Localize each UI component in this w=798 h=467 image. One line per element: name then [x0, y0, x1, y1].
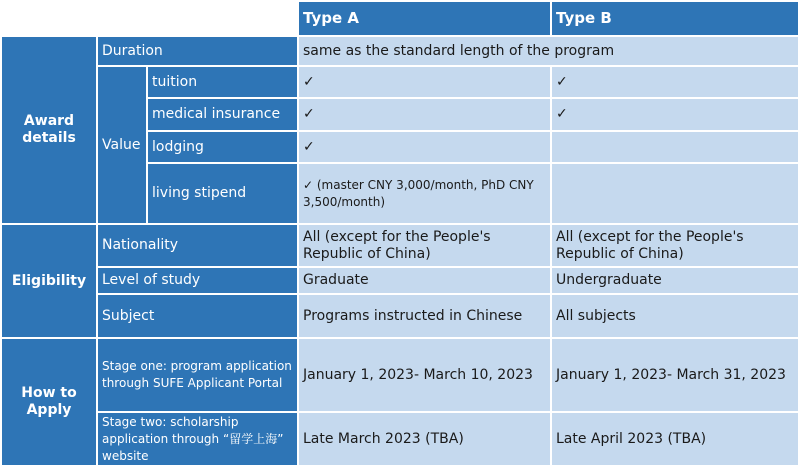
value-item-label: living stipend [147, 163, 298, 224]
lodging-type-a: ✓ [298, 131, 551, 163]
stage-one-type-b: January 1, 2023- March 31, 2023 [551, 338, 798, 412]
stage-two-row [1, 412, 798, 466]
duration-row [1, 36, 798, 66]
nationality-row [1, 224, 798, 267]
nationality-type-a: All (except for the People's Republic of China) [298, 224, 551, 267]
level-of-study-type-a: Graduate [298, 267, 551, 294]
lodging-type-b [551, 131, 798, 163]
subject-type-b: All subjects [551, 294, 798, 338]
value-row-tuition [1, 66, 798, 98]
stage-one-type-a: January 1, 2023- March 10, 2023 [298, 338, 551, 412]
medical-insurance-type-a: ✓ [298, 98, 551, 131]
nationality-type-b: All (except for the People's Republic of China) [551, 224, 798, 267]
stage-two-label: Stage two: scholarship application through “留学上海” website [97, 412, 298, 466]
value-item-label: tuition [147, 66, 298, 98]
stage-one-row [1, 338, 798, 412]
subject-type-a: Programs instructed in Chinese [298, 294, 551, 338]
header-type-a: Type A [298, 1, 551, 36]
value-label: Value [97, 66, 147, 224]
tuition-type-a: ✓ [298, 66, 551, 98]
stage-one-label: Stage one: program application through SUFE Applicant Portal [97, 338, 298, 412]
stage-two-type-a: Late March 2023 (TBA) [298, 412, 551, 466]
header-type-b: Type B [551, 1, 798, 36]
level-of-study-row [1, 267, 798, 294]
level-of-study-label: Level of study [97, 267, 298, 294]
how-to-apply-group-label: How to Apply [1, 338, 97, 466]
living-stipend-type-b [551, 163, 798, 224]
level-of-study-type-b: Undergraduate [551, 267, 798, 294]
nationality-label: Nationality [97, 224, 298, 267]
award-details-group-label: Award details [1, 36, 97, 224]
tuition-type-b: ✓ [551, 66, 798, 98]
subject-label: Subject [97, 294, 298, 338]
value-item-label: lodging [147, 131, 298, 163]
value-item-label: medical insurance [147, 98, 298, 131]
subject-row [1, 294, 798, 338]
header-blank-cell [1, 1, 298, 36]
stage-two-type-b: Late April 2023 (TBA) [551, 412, 798, 466]
duration-label: Duration [97, 36, 298, 66]
duration-value: same as the standard length of the program [298, 36, 798, 66]
living-stipend-type-a: ✓ (master CNY 3,000/month, PhD CNY 3,500/month) [298, 163, 551, 224]
medical-insurance-type-b: ✓ [551, 98, 798, 131]
eligibility-group-label: Eligibility [1, 224, 97, 338]
header-row [1, 1, 798, 36]
